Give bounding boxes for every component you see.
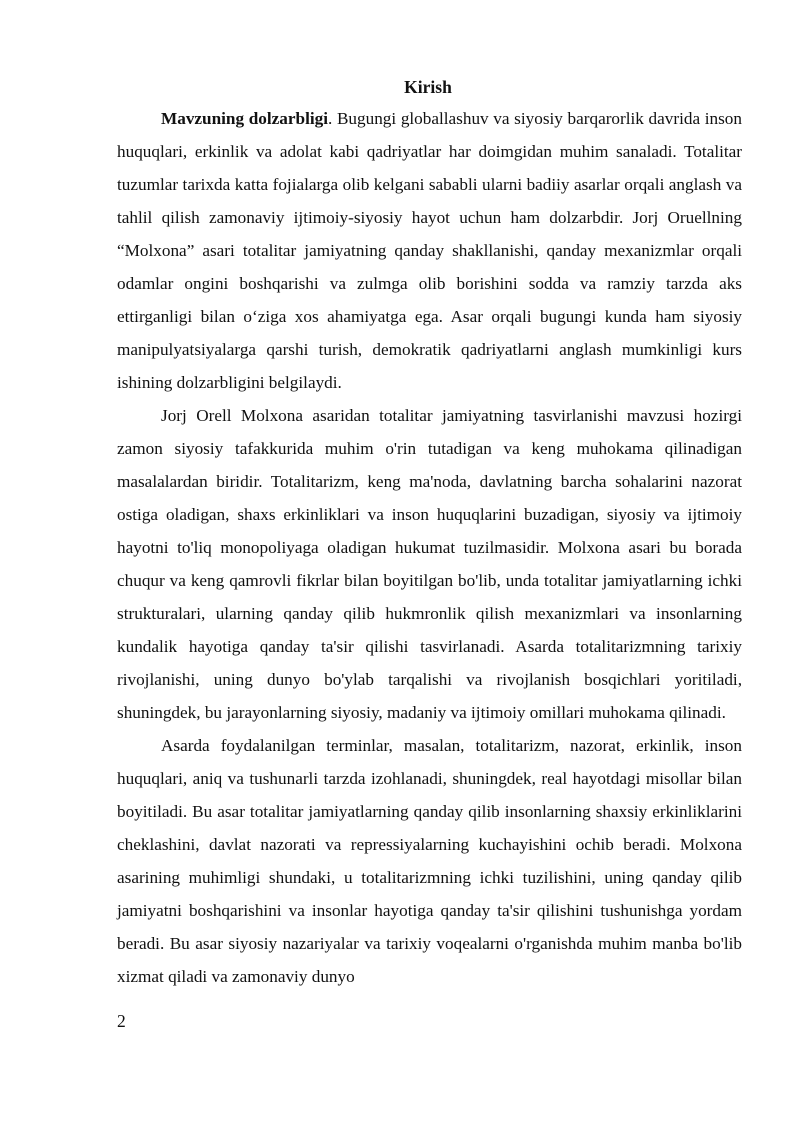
page-number: 2 — [117, 1011, 126, 1031]
relevance-lead-bold: Mavzuning dolzarbligi — [161, 109, 328, 128]
relevance-lead-text: . Bugungi globallashuv va siyosiy barqarorlik davrida inson huquqlari, erkinlik va adolat kabi qadriyatlar har doimgidan muhim sanaladi. Totalitar tuzumlar tarixda katta fojialarga olib kelgani sababli ularni badiiy asarlar orqali anglash va tahlil qilish zamonaviy ijtimoiy-siyosiy hayot uchun ham dolzarbdir. Jorj Oruellning “Molxona” asari totalitar jamiyatning qanday shakllanishi, qanday mexanizmlar orqali odamlar ongini boshqarishi va zulmga olib borishini sodda va ramziy tarzda aks ettirganligi bilan o‘ziga xos ahamiyatga ega. Asar orqali bugungi kunda ham siyosiy manipulyatsiyalarga qarshi turish, demokratik qadriyatlarni anglash mumkinligi kurs ishining dolzarbligini belgilaydi. — [117, 109, 742, 392]
body-text — [117, 102, 742, 993]
paragraph-totalitarian-society: Jorj Orell Molxona asaridan totalitar jamiyatning tasvirlanishi mavzusi hozirgi zamon siyosiy tafakkurida muhim o'rin tutadigan va keng muhokama qilinadigan masalalardan biridir. Totalitarizm, keng ma'noda, davlatning barcha sohalarini nazorat ostiga oladigan, shaxs erkinliklari va inson huquqlarini buzadigan, siyosiy va ijtimoiy hayotni to'liq monopoliyaga oladigan hukumat tuzilmasidir. Molxona asari bu borada chuqur va keng qamrovli fikrlar bilan boyitilgan bo'lib, unda totalitar jamiyatlarning ichki strukturalari, ularning qanday qilib hukmronlik qilish mexanizmlari va insonlarning kundalik hayotiga qanday ta'sir qilishi tasvirlanadi. Asarda totalitarizmning tarixiy rivojlanishi, uning dunyo bo'ylab tarqalishi va rivojlanish bosqichlari yoritiladi, shuningdek, bu jarayonlarning siyosiy, madaniy va ijtimoiy omillari muhokama qilinadi. — [117, 406, 742, 722]
paragraph-terminology: Asarda foydalanilgan terminlar, masalan, totalitarizm, nazorat, erkinlik, inson huquqlari, aniq va tushunarli tarzda izohlanadi, shuningdek, real hayotdagi misollar bilan boyitiladi. Bu asar totalitar jamiyatlarning qanday qilib insonlarning shaxsiy erkinliklarini cheklashini, davlat nazorati va repressiyalarning kuchayishini ochib beradi. Molxona asarining muhimligi shundaki, u totalitarizmning ichki tuzilishini, uning qanday qilib jamiyatni boshqarishini va insonlar hayotiga qanday ta'sir qilishini tushunishga yordam beradi. Bu asar siyosiy nazariyalar va tarixiy voqealarni o'rganishda muhim manba bo'lib xizmat qiladi va zamonaviy dunyo — [117, 736, 742, 986]
paragraph-relevance — [117, 102, 742, 399]
section-heading: Kirish — [404, 77, 452, 97]
